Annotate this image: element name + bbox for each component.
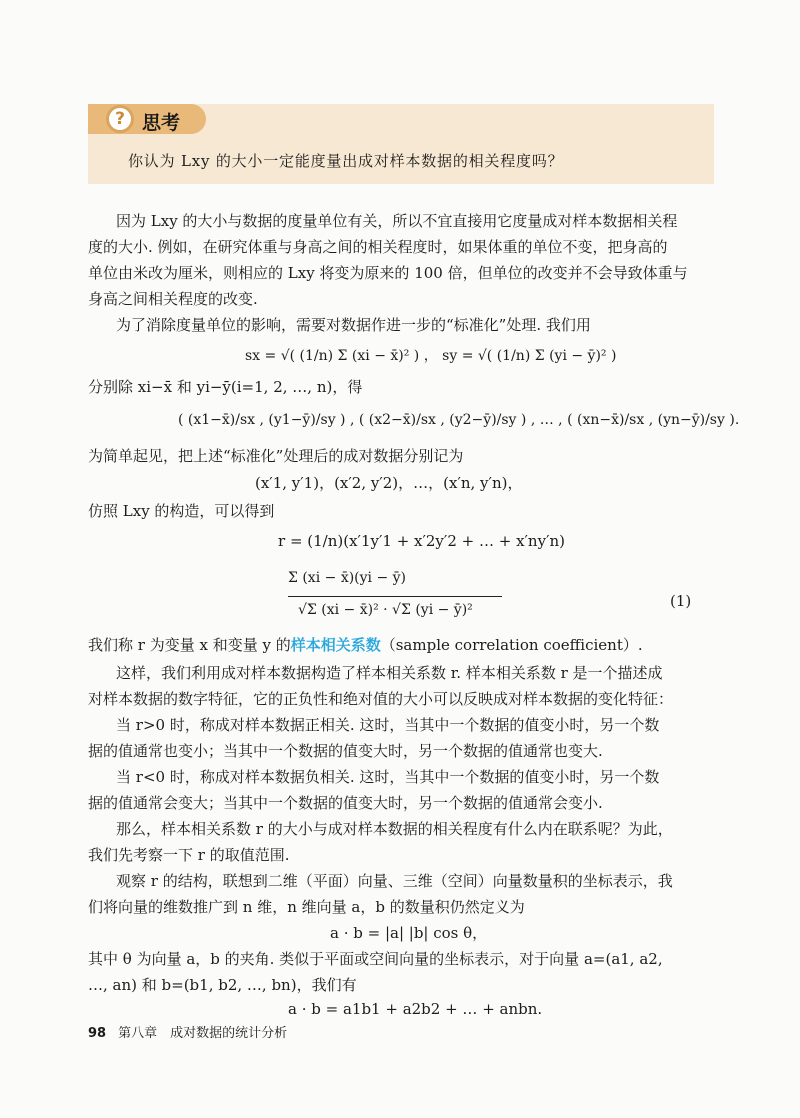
- text-line: 分别除 xi−x̄ 和 yi−ȳ(i=1, 2, …, n)，得: [88, 378, 363, 396]
- text-line: 其中 θ 为向量 a，b 的夹角. 类似于平面或空间向量的坐标表示，对于向量 a=(a1, a2,: [88, 950, 663, 968]
- formula-dot-definition: a · b = |a| |b| cos θ，: [330, 924, 488, 942]
- text-line: 度的大小. 例如，在研究体重与身高之间的相关程度时，如果体重的单位不变，把身高的: [88, 238, 668, 256]
- text-line: 为简单起见，把上述“标准化”处理后的成对数据分别记为: [88, 447, 464, 465]
- chapter-title: 第八章 成对数据的统计分析: [118, 1026, 288, 1041]
- text-line: 单位由米改为厘米，则相应的 Lxy 将变为原来的 100 倍，但单位的改变并不会导致体重与: [88, 264, 688, 282]
- text-line: …, an) 和 b=(b1, b2, …, bn)，我们有: [88, 976, 357, 994]
- text-line: 我们先考察一下 r 的取值范围.: [88, 846, 290, 864]
- term-sample-correlation: 样本相关系数: [290, 636, 381, 654]
- page-number: 98: [88, 1026, 107, 1041]
- formula-sx-sy: sx = √( (1/n) Σ (xi − x̄)² ) ， sy = √( (1/n) Σ (yi − ȳ)² ): [245, 348, 617, 364]
- text-line: 身高之间相关程度的改变.: [88, 290, 258, 308]
- text-line: 们将向量的维数推广到 n 维，n 维向量 a，b 的数量积仍然定义为: [88, 898, 525, 916]
- formula-r-line1: r = (1/n)(x′1y′1 + x′2y′2 + … + x′ny′n): [278, 532, 565, 550]
- question-icon: ?: [106, 105, 134, 133]
- text-line: 观察 r 的结构，联想到二维（平面）向量、三维（空间）向量数量积的坐标表示，我: [116, 872, 673, 890]
- text-line: 仿照 Lxy 的构造，可以得到: [88, 502, 275, 520]
- formula-standardized-pairs: ( (x1−x̄)/sx , (y1−ȳ)/sy ) , ( (x2−x̄)/sx , (y2−ȳ)/sy ) , … , ( (xn−x̄)/sx , (yn−ȳ)/sy ).: [178, 412, 740, 428]
- equation-number: (1): [670, 592, 692, 610]
- text-line: 为了消除度量单位的影响，需要对数据作进一步的“标准化”处理. 我们用: [116, 316, 591, 334]
- text-segment: （sample correlation coefficient）.: [380, 636, 643, 654]
- text-line: 那么，样本相关系数 r 的大小与成对样本数据的相关程度有什么内在联系呢？为此，: [116, 820, 673, 838]
- text-line: 因为 Lxy 的大小与数据的度量单位有关，所以不宜直接用它度量成对样本数据相关程: [116, 212, 678, 230]
- fraction-bar: [288, 596, 502, 597]
- formula-dot-coordinates: a · b = a1b1 + a2b2 + … + anbn.: [288, 1000, 543, 1018]
- text-line: [88, 634, 643, 655]
- text-line: 当 r>0 时，称成对样本数据正相关. 这时，当其中一个数据的值变小时，另一个数: [116, 716, 660, 734]
- page-footer: [88, 1022, 287, 1041]
- text-line: 据的值通常也变小；当其中一个数据的值变大时，另一个数据的值通常也变大.: [88, 742, 603, 760]
- text-segment: 我们称 r 为变量 x 和变量 y 的: [88, 636, 291, 654]
- text-line: 对样本数据的数字特征，它的正负性和绝对值的大小可以反映成对样本数据的变化特征：: [88, 690, 674, 708]
- text-line: 据的值通常会变大；当其中一个数据的值变大时，另一个数据的值通常会变小.: [88, 794, 603, 812]
- text-line: 这样，我们利用成对样本数据构造了样本相关系数 r. 样本相关系数 r 是一个描述成: [116, 664, 663, 682]
- think-question: 你认为 Lxy 的大小一定能度量出成对样本数据的相关程度吗？: [128, 152, 564, 170]
- think-title: 思考: [142, 112, 181, 134]
- formula-r-denominator: √Σ (xi − x̄)² · √Σ (yi − ȳ)²: [298, 602, 473, 618]
- formula-primed-pairs: (x′1, y′1)，(x′2, y′2)，…，(x′n, y′n)，: [255, 474, 523, 492]
- text-line: 当 r<0 时，称成对样本数据负相关. 这时，当其中一个数据的值变小时，另一个数: [116, 768, 660, 786]
- formula-r-numerator: Σ (xi − x̄)(yi − ȳ): [288, 570, 407, 586]
